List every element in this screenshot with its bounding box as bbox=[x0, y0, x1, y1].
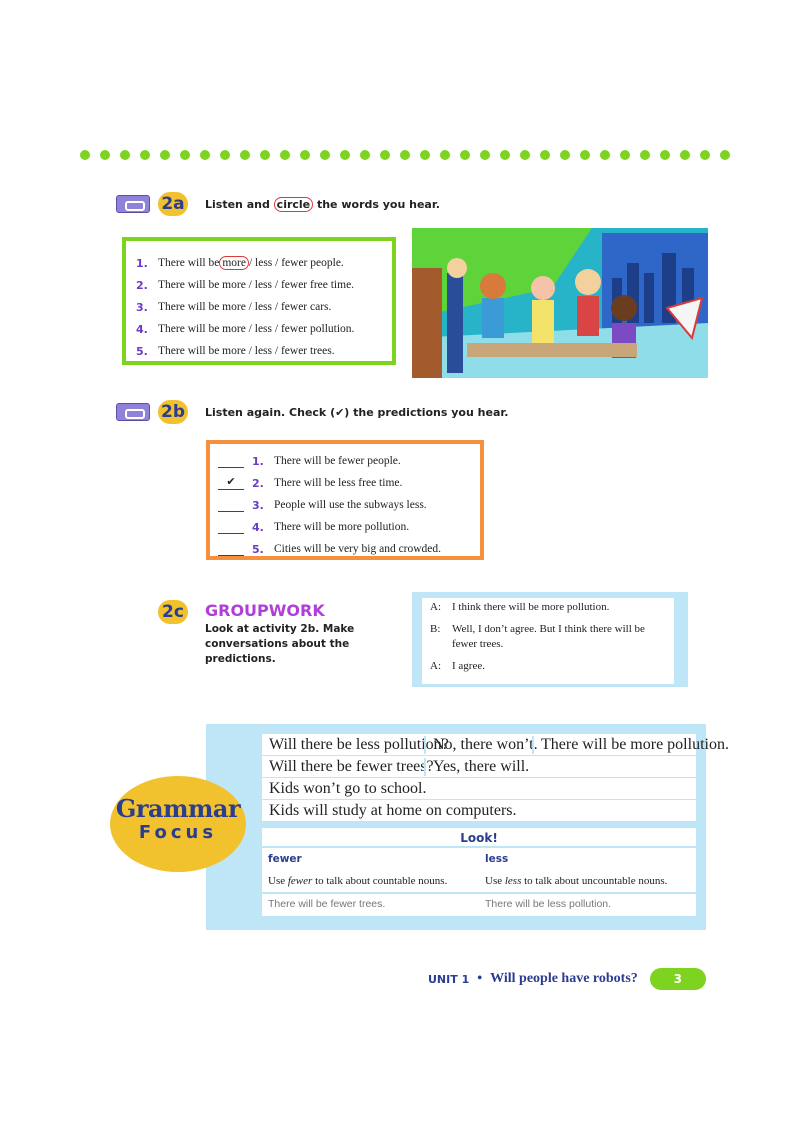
activity-badge-2b: 2b bbox=[158, 400, 188, 424]
look-title: Look! bbox=[262, 828, 696, 848]
classroom-illustration bbox=[412, 228, 708, 378]
list-item: ✔ 2. There will be less free time. bbox=[218, 472, 472, 494]
table-row: Kids will study at home on computers. bbox=[262, 800, 696, 822]
conversation-line: B: Well, I don’t agree. But I think there will be fewer trees. bbox=[430, 623, 645, 650]
grammar-table bbox=[262, 734, 729, 822]
check-blank[interactable] bbox=[218, 455, 244, 468]
exercise-2a-box bbox=[122, 237, 396, 365]
grammar-focus-badge: Grammar Focus bbox=[110, 776, 246, 872]
check-blank[interactable]: ✔ bbox=[218, 477, 244, 490]
page-number: 3 bbox=[650, 968, 706, 990]
exercise-2b-box bbox=[206, 440, 484, 560]
list-item: 4. There will be more pollution. bbox=[218, 516, 472, 538]
page-footer bbox=[428, 967, 706, 991]
instruction-2b: Listen again. Check (✔) the predictions you hear. bbox=[205, 406, 509, 419]
dotted-divider bbox=[80, 150, 730, 164]
groupwork-instruction: Look at activity 2b. Make conversations about the predictions. bbox=[205, 623, 355, 665]
table-row: Will there be fewer trees? Yes, there will. bbox=[262, 756, 696, 778]
look-box bbox=[262, 828, 696, 916]
circled-answer[interactable]: more bbox=[219, 256, 249, 270]
conversation-box bbox=[422, 598, 674, 684]
list-item: 1. There will be more / less / fewer people. bbox=[136, 256, 344, 270]
list-item: 5. There will be more / less / fewer trees. bbox=[136, 344, 335, 358]
cassette-icon[interactable] bbox=[116, 195, 150, 213]
look-header-row: fewer less bbox=[268, 853, 509, 865]
instruction-2a: Listen and circle the words you hear. bbox=[205, 198, 440, 211]
conversation-line: A: I think there will be more pollution. bbox=[430, 601, 610, 613]
conversation-line: A: I agree. bbox=[430, 660, 485, 672]
list-item: 3. There will be more / less / fewer cars. bbox=[136, 300, 332, 314]
list-item: 4. There will be more / less / fewer pollution. bbox=[136, 322, 355, 336]
list-item: 3. People will use the subways less. bbox=[218, 494, 472, 516]
groupwork-title: GROUPWORK bbox=[205, 601, 325, 620]
unit-label: UNIT 1 bbox=[428, 972, 470, 986]
look-example-row: There will be fewer trees. There will be less pollution. bbox=[262, 892, 696, 914]
list-item: 5. Cities will be very big and crowded. bbox=[218, 538, 472, 560]
check-blank[interactable] bbox=[218, 521, 244, 534]
footer-bullet: • bbox=[477, 971, 483, 986]
circled-word: circle bbox=[274, 197, 313, 212]
activity-badge-2a: 2a bbox=[158, 192, 188, 216]
check-blank[interactable] bbox=[218, 499, 244, 512]
table-row: Kids won’t go to school. bbox=[262, 778, 696, 800]
activity-badge-2c: 2c bbox=[158, 600, 188, 624]
list-item: 1. There will be fewer people. bbox=[218, 450, 472, 472]
look-rule-row: Use fewer to talk about countable nouns. Use less to talk about uncountable nouns. bbox=[268, 875, 668, 887]
table-row: Will there be less pollution? No, there won’t. There will be more pollution. bbox=[262, 734, 696, 756]
unit-title: Will people have robots? bbox=[490, 971, 638, 986]
list-item: 2. There will be more / less / fewer free time. bbox=[136, 278, 355, 292]
cassette-icon[interactable] bbox=[116, 403, 150, 421]
check-blank[interactable] bbox=[218, 543, 244, 556]
